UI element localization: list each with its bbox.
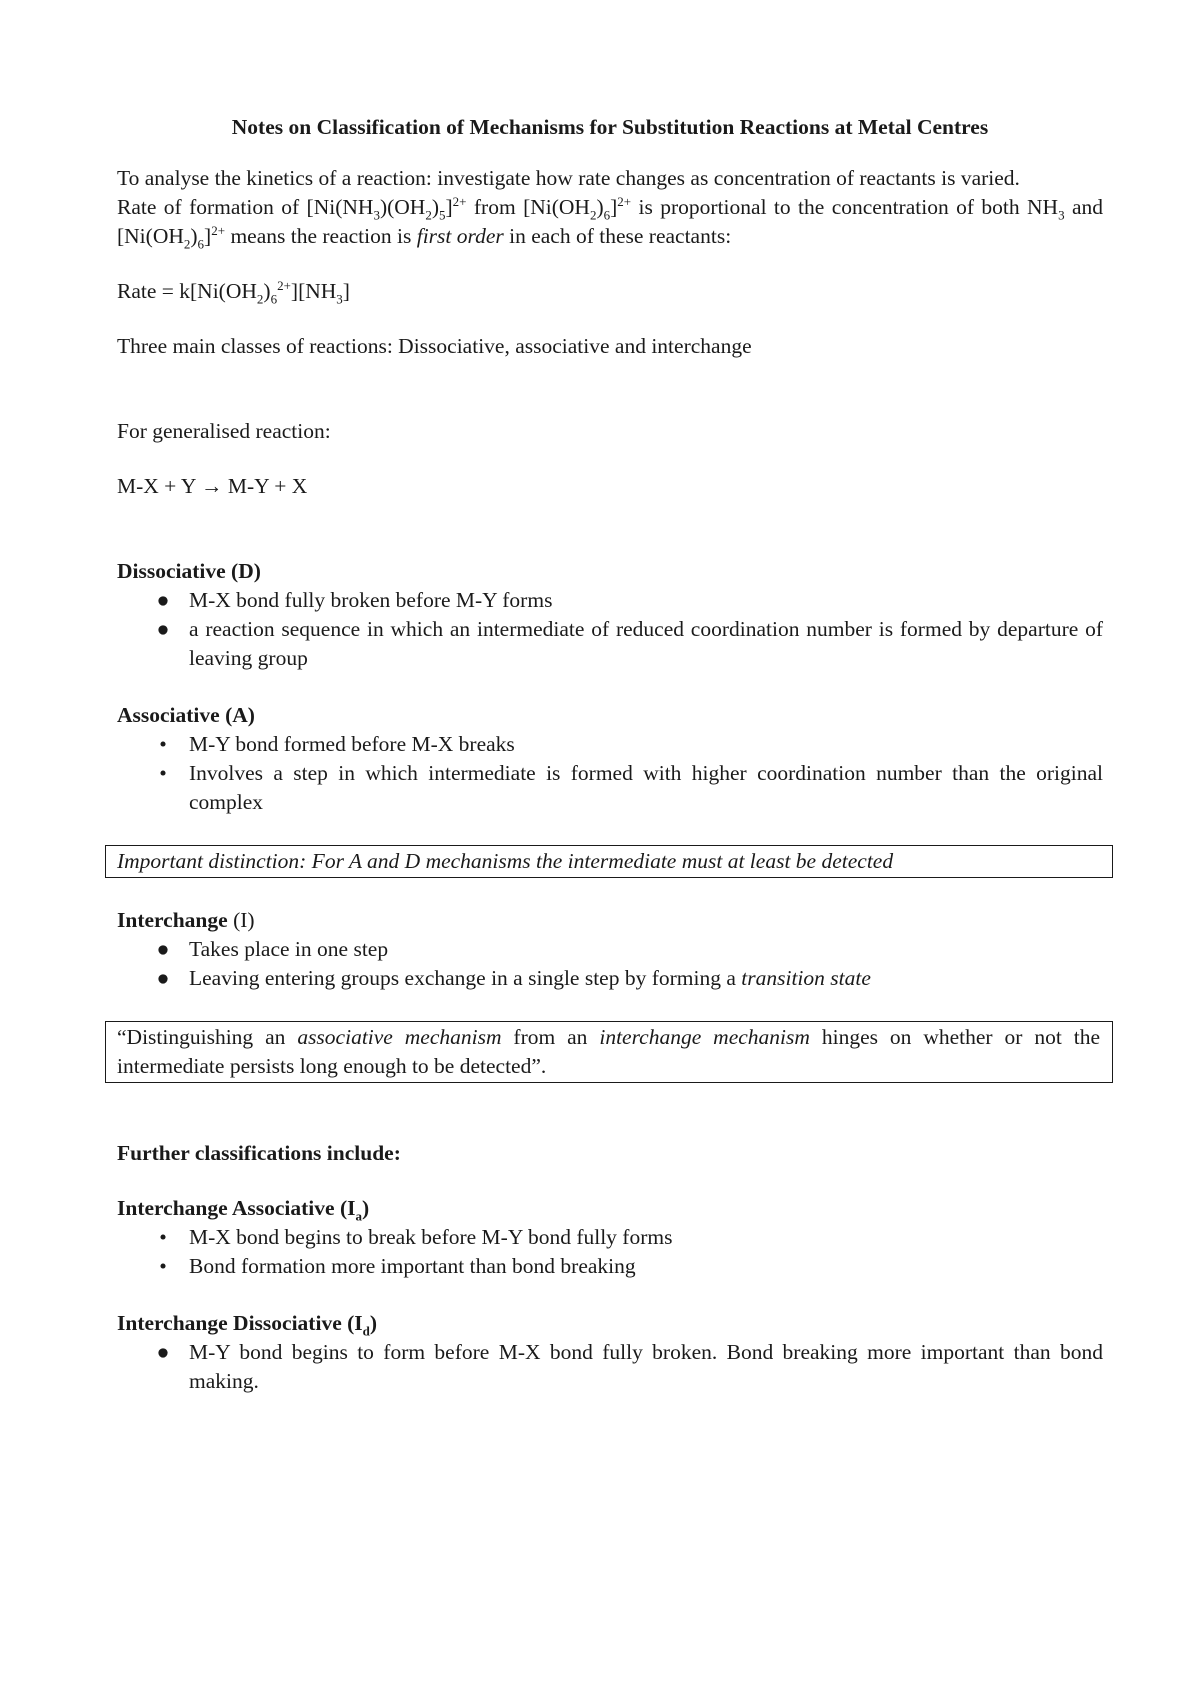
bullet-icon: • (159, 1225, 167, 1249)
interchange-list (117, 935, 1103, 993)
bullet-icon: • (159, 1254, 167, 1278)
rate-sentence: Rate of formation of $[Ni(NH_3)(OH_2)_5]^{2+}$ from $[Ni(OH_2)_6]^{2+}$ is proportional to the concentration of both $NH_3$ and $[Ni(OH_2)_6]^{2+}$ means the reaction is first order in each of these reactants: (117, 193, 1103, 252)
quote-box: “Distinguishing an associative mechanism from an interchange mechanism hinges on whether or not the intermediate persists long enough to be detected”. (105, 1021, 1113, 1083)
associative-list (117, 730, 1103, 817)
rate-law: Rate = $k[Ni(OH_2)_6^{2+}][NH_3]$ (117, 277, 350, 307)
bullet-icon: ● (156, 937, 170, 961)
list-item: • M-X bond begins to break before M-Y bond fully forms (117, 1223, 1103, 1252)
bullet-icon: • (159, 732, 167, 756)
distinction-box: Important distinction: For A and D mechanisms the intermediate must at least be detected (105, 845, 1113, 878)
further-classifications-heading: Further classifications include: (117, 1141, 401, 1165)
document-body (117, 113, 1103, 1396)
page-title: Notes on Classification of Mechanisms for Substitution Reactions at Metal Centres (231, 115, 989, 139)
list-item: ● M-X bond fully broken before M-Y forms (117, 586, 1103, 615)
associative-heading: Associative (A) (117, 703, 255, 727)
bullet-icon: • (159, 761, 167, 785)
interchange-dissociative-list (117, 1338, 1103, 1396)
list-item: • Bond formation more important than bond breaking (117, 1252, 1103, 1281)
dissociative-list (117, 586, 1103, 673)
interchange-dissociative-heading: Interchange Dissociative $(I_d)$ (117, 1311, 378, 1339)
dissociative-heading: Dissociative (D) (117, 559, 261, 583)
bullet-icon: ● (156, 588, 170, 612)
list-item: ● a reaction sequence in which an intermediate of reduced coordination number is formed by departure of leaving group (117, 615, 1103, 673)
list-item: • M-Y bond formed before M-X breaks (117, 730, 1103, 759)
generalised-equation: M-X + Y → M-Y + X (117, 474, 308, 498)
list-item: ● Leaving entering groups exchange in a single step by forming a transition state (117, 964, 1103, 993)
intro-paragraph: To analyse the kinetics of a reaction: investigate how rate changes as concentration of reactants is varied. (117, 166, 1020, 190)
bullet-icon: ● (156, 617, 170, 641)
interchange-heading: Interchange (I) (117, 908, 255, 932)
bullet-icon: ● (156, 966, 170, 990)
reaction-classes: Three main classes of reactions: Dissociative, associative and interchange (117, 334, 752, 358)
interchange-associative-list (117, 1223, 1103, 1281)
list-item: ● Takes place in one step (117, 935, 1103, 964)
list-item: ● M-Y bond begins to form before M-X bond fully broken. Bond breaking more important than bond making. (117, 1338, 1103, 1396)
list-item: • Involves a step in which intermediate is formed with higher coordination number than the original complex (117, 759, 1103, 817)
generalised-intro: For generalised reaction: (117, 419, 331, 443)
bullet-icon: ● (156, 1340, 170, 1364)
interchange-associative-heading: Interchange Associative $(I_a)$ (117, 1196, 370, 1224)
